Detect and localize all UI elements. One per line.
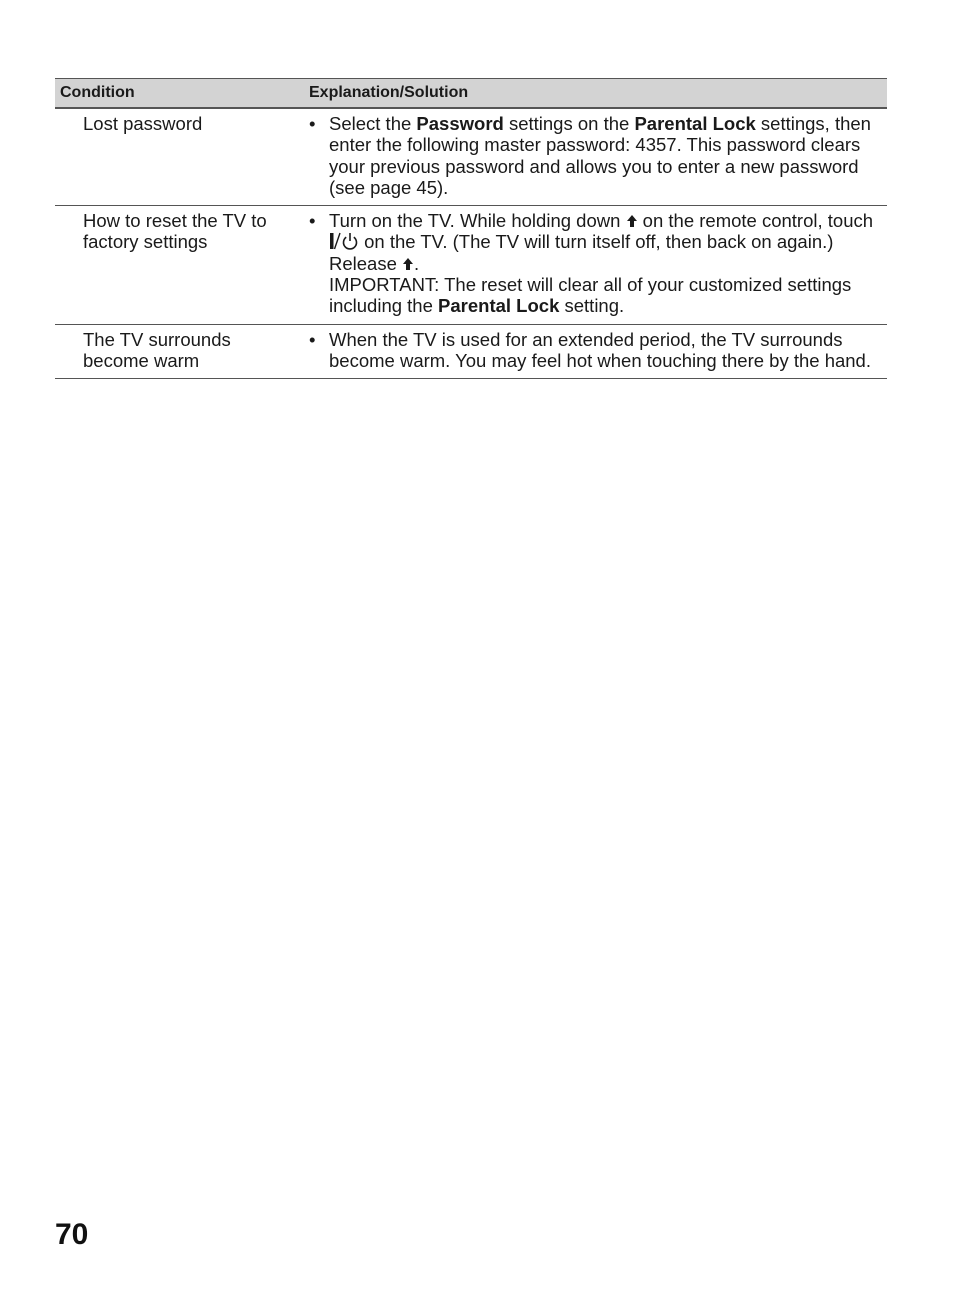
explanation-cell [309, 113, 887, 198]
condition-cell: The TV surrounds become warm [83, 328, 231, 371]
explanation-text [329, 210, 877, 316]
text-segment: IMPORTANT: The reset will clear all of your customized settings including the [329, 274, 852, 317]
text-segment: . [414, 252, 420, 274]
up-arrow-icon [402, 257, 414, 271]
bullet: • [309, 113, 316, 134]
bullet: • [309, 328, 316, 350]
page-number: 70 [55, 1218, 89, 1251]
bold-term: Parental Lock [438, 295, 560, 317]
troubleshooting-table [55, 78, 887, 379]
explanation-text [329, 113, 877, 198]
header-condition: Condition [60, 84, 135, 101]
bullet: • [309, 210, 316, 232]
power-icon [329, 231, 359, 251]
table-row [55, 324, 887, 379]
table-header [55, 79, 887, 108]
text-segment: Select the [329, 113, 417, 134]
bold-term: Password [416, 113, 504, 134]
text-segment: on the TV. (The TV will turn itself off, then back on again.) Release [329, 231, 834, 274]
explanation-cell [309, 210, 887, 316]
text-segment: settings on the [503, 113, 635, 134]
explanation-cell [309, 329, 887, 372]
condition-cell: How to reset the TV to factory settings [83, 210, 267, 253]
bold-term: Parental Lock [634, 113, 756, 134]
explanation-text: When the TV is used for an extended period, the TV surrounds become warm. You may feel hot when touching there by the hand. [329, 328, 871, 371]
header-explanation: Explanation/Solution [309, 84, 469, 101]
text-segment: on the remote control, touch [637, 210, 874, 232]
text-segment: settings, then enter the following master password: 4357. This password clears your previous password and allows you to enter a new password (see page 45). [329, 113, 871, 198]
table-row [55, 108, 887, 205]
condition-cell: Lost password [83, 113, 203, 134]
text-segment: Turn on the TV. While holding down [329, 210, 626, 232]
up-arrow-icon [626, 214, 638, 228]
text-segment: setting. [559, 295, 625, 317]
table-row [55, 205, 887, 323]
